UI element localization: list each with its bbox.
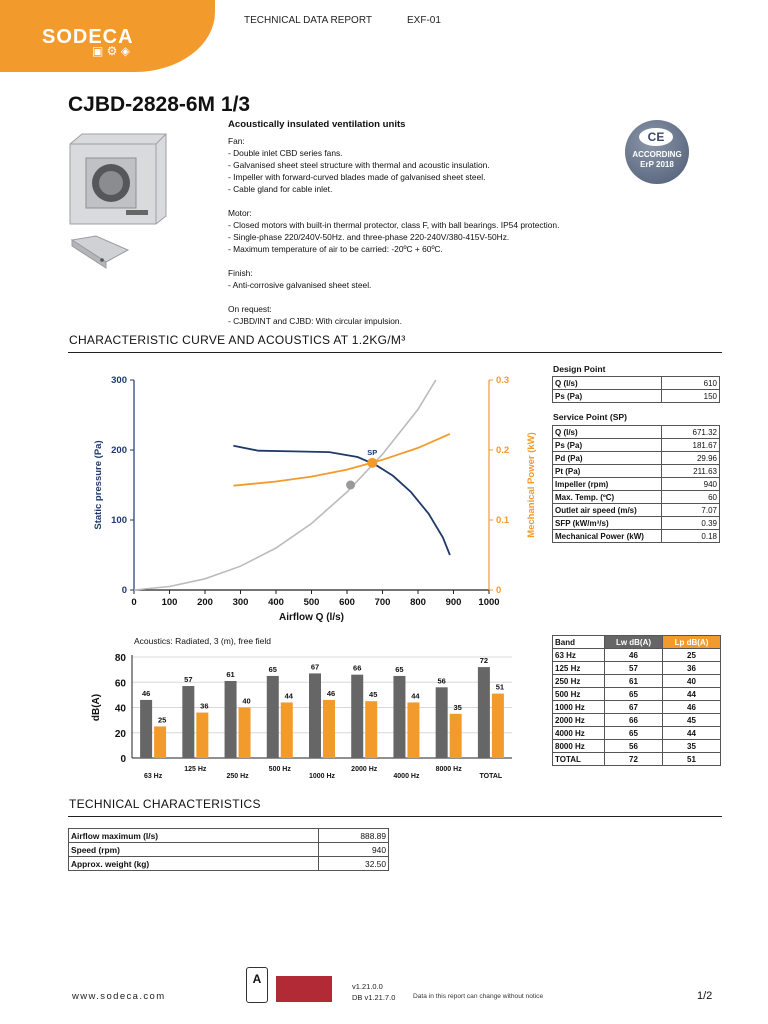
lw-bar <box>225 681 237 758</box>
description-line: - Galvanised sheet steel structure with thermal and acoustic insulation. <box>228 160 490 170</box>
lp-bar <box>365 701 377 758</box>
service-point-marker <box>367 458 377 468</box>
ce-mark-icon: CE <box>639 128 673 146</box>
table-key: Pd (Pa) <box>553 452 662 465</box>
lp-cell: 40 <box>663 675 721 688</box>
band-cell: TOTAL <box>553 753 605 766</box>
table-value: 940 <box>319 843 389 857</box>
lw-bar <box>182 686 194 758</box>
table-value: 211.63 <box>662 465 720 478</box>
description-line: - CJBD/INT and CJBD: With circular impulsion. <box>228 316 402 326</box>
table-row <box>69 857 389 871</box>
table-key: Q (l/s) <box>553 426 662 439</box>
x-axis-label: Airflow Q (l/s) <box>279 612 344 623</box>
lw-cell: 61 <box>605 675 663 688</box>
table-row <box>553 530 720 543</box>
y-tick-label: 200 <box>111 445 127 456</box>
table-row <box>553 753 721 766</box>
y2-tick-label: 0.3 <box>496 375 510 386</box>
design-point-marker <box>346 481 355 490</box>
band-cell: 250 Hz <box>553 675 605 688</box>
band-cell: 2000 Hz <box>553 714 605 727</box>
x-tick-label: 1000 Hz <box>308 773 336 780</box>
design-point-table <box>552 376 720 403</box>
x-tick-label: TOTAL <box>479 773 503 780</box>
table-key: Max. Temp. (ºC) <box>553 491 662 504</box>
y-tick-label: 100 <box>111 515 127 526</box>
x-tick-label: 4000 Hz <box>393 773 420 780</box>
table-value: 0.39 <box>662 517 720 530</box>
description-line: - Maximum temperature of air to be carried: -20ºC + 60ºC. <box>228 244 443 254</box>
product-image <box>68 130 168 225</box>
footer-website-link[interactable]: www.sodeca.com <box>72 991 166 1002</box>
technical-characteristics-table <box>68 828 389 871</box>
band-cell: 125 Hz <box>553 662 605 675</box>
table-row <box>553 688 721 701</box>
x-tick-label: 2000 Hz <box>351 766 378 773</box>
description-title: Acoustically insulated ventilation units <box>228 119 406 130</box>
lp-bar <box>196 713 208 758</box>
lp-cell: 36 <box>663 662 721 675</box>
y-axis-label: Static pressure (Pa) <box>93 440 104 530</box>
bar-value-label: 56 <box>437 676 446 686</box>
x-tick-label: 200 <box>197 597 213 608</box>
lp-bar <box>154 726 166 758</box>
acoustics-bar-chart <box>84 632 524 790</box>
table-key: Approx. weight (kg) <box>69 857 319 871</box>
x-tick-label: 125 Hz <box>184 766 207 773</box>
lp-bar <box>239 708 251 759</box>
table-key: SFP (kW/m³/s) <box>553 517 662 530</box>
report-title: TECHNICAL DATA REPORT <box>244 15 372 26</box>
table-row <box>553 426 720 439</box>
table-value: 940 <box>662 478 720 491</box>
x-tick-label: 500 Hz <box>268 766 291 773</box>
logo-symbols-icon: ▣ ⚙ ◈ <box>92 44 130 58</box>
y-axis-label: dB(A) <box>91 693 102 722</box>
table-value: 671.32 <box>662 426 720 439</box>
table-row <box>553 491 720 504</box>
table-value: 7.07 <box>662 504 720 517</box>
y-tick-label: 0 <box>120 754 126 765</box>
bar-value-label: 40 <box>242 696 251 706</box>
bar-value-label: 72 <box>479 656 489 666</box>
y-tick-label: 20 <box>114 728 126 740</box>
band-cell: 1000 Hz <box>553 701 605 714</box>
description-line: - Impeller with forward-curved blades made of galvanised sheet steel. <box>228 172 486 182</box>
bar-value-label: 66 <box>353 663 362 673</box>
table-row <box>69 829 389 843</box>
table-key: Impeller (rpm) <box>553 478 662 491</box>
bar-value-label: 65 <box>268 664 277 674</box>
lw-cell: 65 <box>605 727 663 740</box>
lp-cell: 25 <box>663 649 721 662</box>
bar-value-label: 44 <box>284 691 293 701</box>
table-key: Outlet air speed (m/s) <box>553 504 662 517</box>
table-header-row <box>553 636 721 649</box>
lp-cell: 45 <box>663 714 721 727</box>
lw-cell: 66 <box>605 714 663 727</box>
column-header: Lp dB(A) <box>663 636 721 649</box>
lw-bar <box>309 673 321 758</box>
description-line: - Cable gland for cable inlet. <box>228 184 333 194</box>
table-key: Q (l/s) <box>553 377 662 390</box>
badge-line: ErP 2018 <box>640 160 674 169</box>
description-line: - Closed motors with built-in thermal protector, class F, with ball bearings. IP54 protection. <box>228 220 560 230</box>
description-line: - Double inlet CBD series fans. <box>228 148 343 158</box>
lw-bar <box>478 667 490 758</box>
page-title: CJBD-2828-6M 1/3 <box>68 93 251 116</box>
lw-cell: 57 <box>605 662 663 675</box>
lp-bar <box>492 694 504 758</box>
report-code: EXF-01 <box>407 15 441 26</box>
lw-bar <box>436 687 448 758</box>
footer-notice: Data in this report can change without notice <box>413 993 544 1000</box>
design-point-title: Design Point <box>553 364 606 374</box>
bar-value-label: 44 <box>411 691 420 701</box>
table-row <box>69 843 389 857</box>
x-tick-label: 63 Hz <box>143 773 163 780</box>
lp-cell: 35 <box>663 740 721 753</box>
bar-value-label: 65 <box>395 664 404 674</box>
system-curve <box>134 380 436 590</box>
bar-value-label: 51 <box>495 682 505 692</box>
bar-value-label: 67 <box>310 662 320 672</box>
database-version: DB v1.21.7.0 <box>352 993 396 1002</box>
lw-bar <box>140 700 152 758</box>
table-key: Mechanical Power (kW) <box>553 530 662 543</box>
table-row <box>553 740 721 753</box>
mounting-bracket-image <box>70 236 130 268</box>
chart-title: Acoustics: Radiated, 3 (m), free field <box>134 636 272 646</box>
x-tick-label: 700 <box>374 597 391 608</box>
lp-bar <box>407 702 419 758</box>
x-tick-label: 500 <box>303 597 320 608</box>
lp-bar <box>450 714 462 758</box>
request-heading: On request: <box>228 304 272 314</box>
table-row <box>553 465 720 478</box>
bar-value-label: 61 <box>226 669 235 679</box>
x-tick-label: 8000 Hz <box>435 766 462 773</box>
table-value: 888.89 <box>319 829 389 843</box>
company-logo: SODECA <box>42 26 134 48</box>
table-row <box>553 377 720 390</box>
x-tick-label: 300 <box>232 597 249 608</box>
lp-bar <box>281 702 293 758</box>
table-value: 181.67 <box>662 439 720 452</box>
acoustic-bands-table <box>552 635 721 766</box>
iso-certification-icon <box>276 976 332 1002</box>
table-row <box>553 714 721 727</box>
y2-axis-label: Mechanical Power (kW) <box>526 432 537 538</box>
x-tick-label: 250 Hz <box>226 773 249 780</box>
section-divider <box>68 352 722 353</box>
bar-value-label: 36 <box>200 701 209 711</box>
section-divider <box>68 816 722 817</box>
badge-line: ACCORDING <box>632 150 682 159</box>
power-curve <box>233 434 450 486</box>
y-tick-label: 300 <box>111 375 127 386</box>
lp-cell: 44 <box>663 727 721 740</box>
table-row <box>553 517 720 530</box>
table-value: 150 <box>662 390 720 403</box>
x-tick-label: 900 <box>445 597 462 608</box>
fan-heading: Fan: <box>228 136 245 146</box>
band-cell: 63 Hz <box>553 649 605 662</box>
bar-value-label: 25 <box>157 715 167 725</box>
table-value: 32.50 <box>319 857 389 871</box>
band-cell: 500 Hz <box>553 688 605 701</box>
y2-tick-label: 0 <box>496 585 502 596</box>
bar-value-label: 46 <box>326 688 336 698</box>
y2-tick-label: 0.2 <box>496 445 510 456</box>
lp-bar <box>323 700 335 758</box>
table-row <box>553 504 720 517</box>
table-key: Airflow maximum (l/s) <box>69 829 319 843</box>
lw-cell: 56 <box>605 740 663 753</box>
table-key: Pt (Pa) <box>553 465 662 478</box>
table-row <box>553 662 721 675</box>
x-tick-label: 800 <box>410 597 426 608</box>
table-row <box>553 649 721 662</box>
lw-bar <box>393 676 405 758</box>
table-row <box>553 701 721 714</box>
lw-cell: 65 <box>605 688 663 701</box>
lw-cell: 46 <box>605 649 663 662</box>
lp-cell: 46 <box>663 701 721 714</box>
band-cell: 8000 Hz <box>553 740 605 753</box>
table-value: 29.96 <box>662 452 720 465</box>
table-value: 0.18 <box>662 530 720 543</box>
lp-cell: 51 <box>663 753 721 766</box>
lw-bar <box>267 676 279 758</box>
lw-cell: 72 <box>605 753 663 766</box>
table-row <box>553 452 720 465</box>
lw-cell: 67 <box>605 701 663 714</box>
service-point-title: Service Point (SP) <box>553 412 628 422</box>
description-line: - Single-phase 220/240V-50Hz. and three-phase 220-240V/380-415V-50Hz. <box>228 232 510 242</box>
description-line: - Anti-corrosive galvanised sheet steel. <box>228 280 372 290</box>
erp-badge <box>625 120 689 184</box>
column-header: Band <box>553 636 605 649</box>
table-key: Speed (rpm) <box>69 843 319 857</box>
tech-section-title: TECHNICAL CHARACTERISTICS <box>69 797 261 811</box>
table-key: Ps (Pa) <box>553 390 662 403</box>
table-row <box>553 439 720 452</box>
table-row <box>553 675 721 688</box>
service-point-table <box>552 425 720 543</box>
page-number: 1/2 <box>697 990 713 1002</box>
service-point-label: SP <box>367 447 378 457</box>
pressure-curve <box>233 446 450 555</box>
y2-tick-label: 0.1 <box>496 515 510 526</box>
x-tick-label: 100 <box>161 597 178 608</box>
software-version: v1.21.0.0 <box>352 982 383 991</box>
y-tick-label: 60 <box>114 678 126 690</box>
lw-bar <box>351 675 363 758</box>
table-row <box>553 390 720 403</box>
band-cell: 4000 Hz <box>553 727 605 740</box>
y-tick-label: 40 <box>114 703 126 715</box>
motor-heading: Motor: <box>228 208 252 218</box>
table-row <box>553 478 720 491</box>
column-header: Lw dB(A) <box>605 636 663 649</box>
bar-value-label: 57 <box>184 675 193 685</box>
table-row <box>553 727 721 740</box>
characteristic-curve-chart <box>84 365 537 625</box>
y-tick-label: 0 <box>121 585 127 596</box>
x-tick-label: 400 <box>268 597 284 608</box>
lp-cell: 44 <box>663 688 721 701</box>
bar-value-label: 45 <box>369 690 378 700</box>
table-key: Ps (Pa) <box>553 439 662 452</box>
curve-section-title: CHARACTERISTIC CURVE AND ACOUSTICS AT 1.2KG/M³ <box>69 333 406 347</box>
bar-value-label: 35 <box>453 702 462 712</box>
x-tick-label: 0 <box>131 597 137 608</box>
table-value: 60 <box>662 491 720 504</box>
x-tick-label: 1000 <box>478 597 500 608</box>
certification-a-icon: A <box>246 967 268 1003</box>
product-description <box>228 119 608 327</box>
x-tick-label: 600 <box>339 597 355 608</box>
y-tick-label: 80 <box>114 653 126 664</box>
table-value: 610 <box>662 377 720 390</box>
bar-value-label: 46 <box>141 688 151 698</box>
finish-heading: Finish: <box>228 268 253 278</box>
